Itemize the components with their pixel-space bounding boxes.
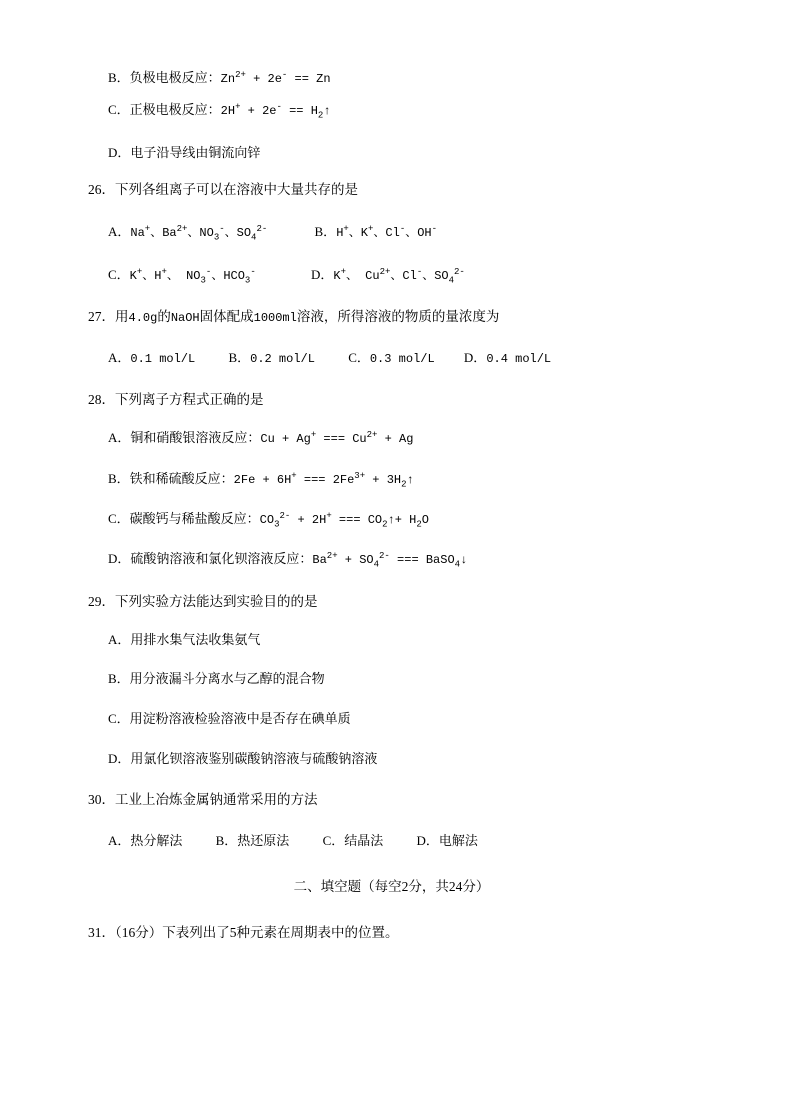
option-29-b: B．用分液漏斗分离水与乙醇的混合物 <box>108 671 325 687</box>
option-25-b: B．负极电极反应：$Zn^{2+} + 2e^- == Zn$ <box>108 70 331 86</box>
question-29: 29．下列实验方法能达到实验目的的是 <box>88 593 318 609</box>
option-29-a: A．用排水集气法收集氨气 <box>108 631 261 647</box>
option-30-row: A．热分解法 B．热还原法 C．结晶法 D．电解法 <box>108 833 478 849</box>
part-two-heading: 二、填空题（每空2分，共24分） <box>293 879 490 895</box>
option-27-row: A．0.1 mol/L B．0.2 mol/L C．0.3 mol/L D．0.4 mol/L <box>108 349 552 366</box>
question-28: 28．下列离子方程式正确的是 <box>88 391 264 407</box>
question-27: 27．用4.0g的NaOH固体配成1000ml溶液，所得溶液的物质的量浓度为 <box>88 308 500 325</box>
option-29-d: D．用氯化钡溶液鉴别碳酸钠溶液与硫酸钠溶液 <box>108 750 378 766</box>
option-25-d: D．电子沿导线由铜流向锌 <box>108 144 261 160</box>
option-26-row2: C．K+、H+、 $NO_3^-$、$HCO_3^-$ D．K+、 $Cu^{2+}$、Cl-、$SO_4^{2-}$ <box>108 266 465 285</box>
option-28-c: C．碳酸钙与稀盐酸反应：$CO_3^{2-} + 2H^+$ === $CO_2↑+ H_2O$ <box>108 510 429 530</box>
option-28-a: A．铜和硝酸银溶液反应：Cu + Ag+ === $Cu^{2+} + Ag$ <box>108 430 414 447</box>
question-26: 26．下列各组离子可以在溶液中大量共存的是 <box>88 182 358 198</box>
section-heading-fill-in: 31．（16分）下表列出了5种元素在周期表中的位置。 <box>88 925 399 941</box>
option-25-c: C．正极电极反应：$2H^+ + 2e^- == H_2↑$ <box>108 102 331 121</box>
option-28-b: B．铁和稀硫酸反应：2Fe + 6H+ === $2Fe^{3+}$ + $3H_2↑$ <box>108 470 414 489</box>
question-30: 30．工业上冶炼金属钠通常采用的方法 <box>88 792 318 808</box>
option-29-c: C．用淀粉溶液检验溶液中是否存在碘单质 <box>108 711 351 727</box>
option-28-d: D．硫酸钠溶液和氯化钡溶液反应：$Ba^{2+} + SO_4^{2-}$ === BaSO$_4$↓ <box>108 551 468 570</box>
option-26-row1: A．Na+、$Ba^{2+}$、$NO_3^-$、$SO_4^{2-}$ B．H+、K+、Cl-、OH- <box>108 223 438 242</box>
